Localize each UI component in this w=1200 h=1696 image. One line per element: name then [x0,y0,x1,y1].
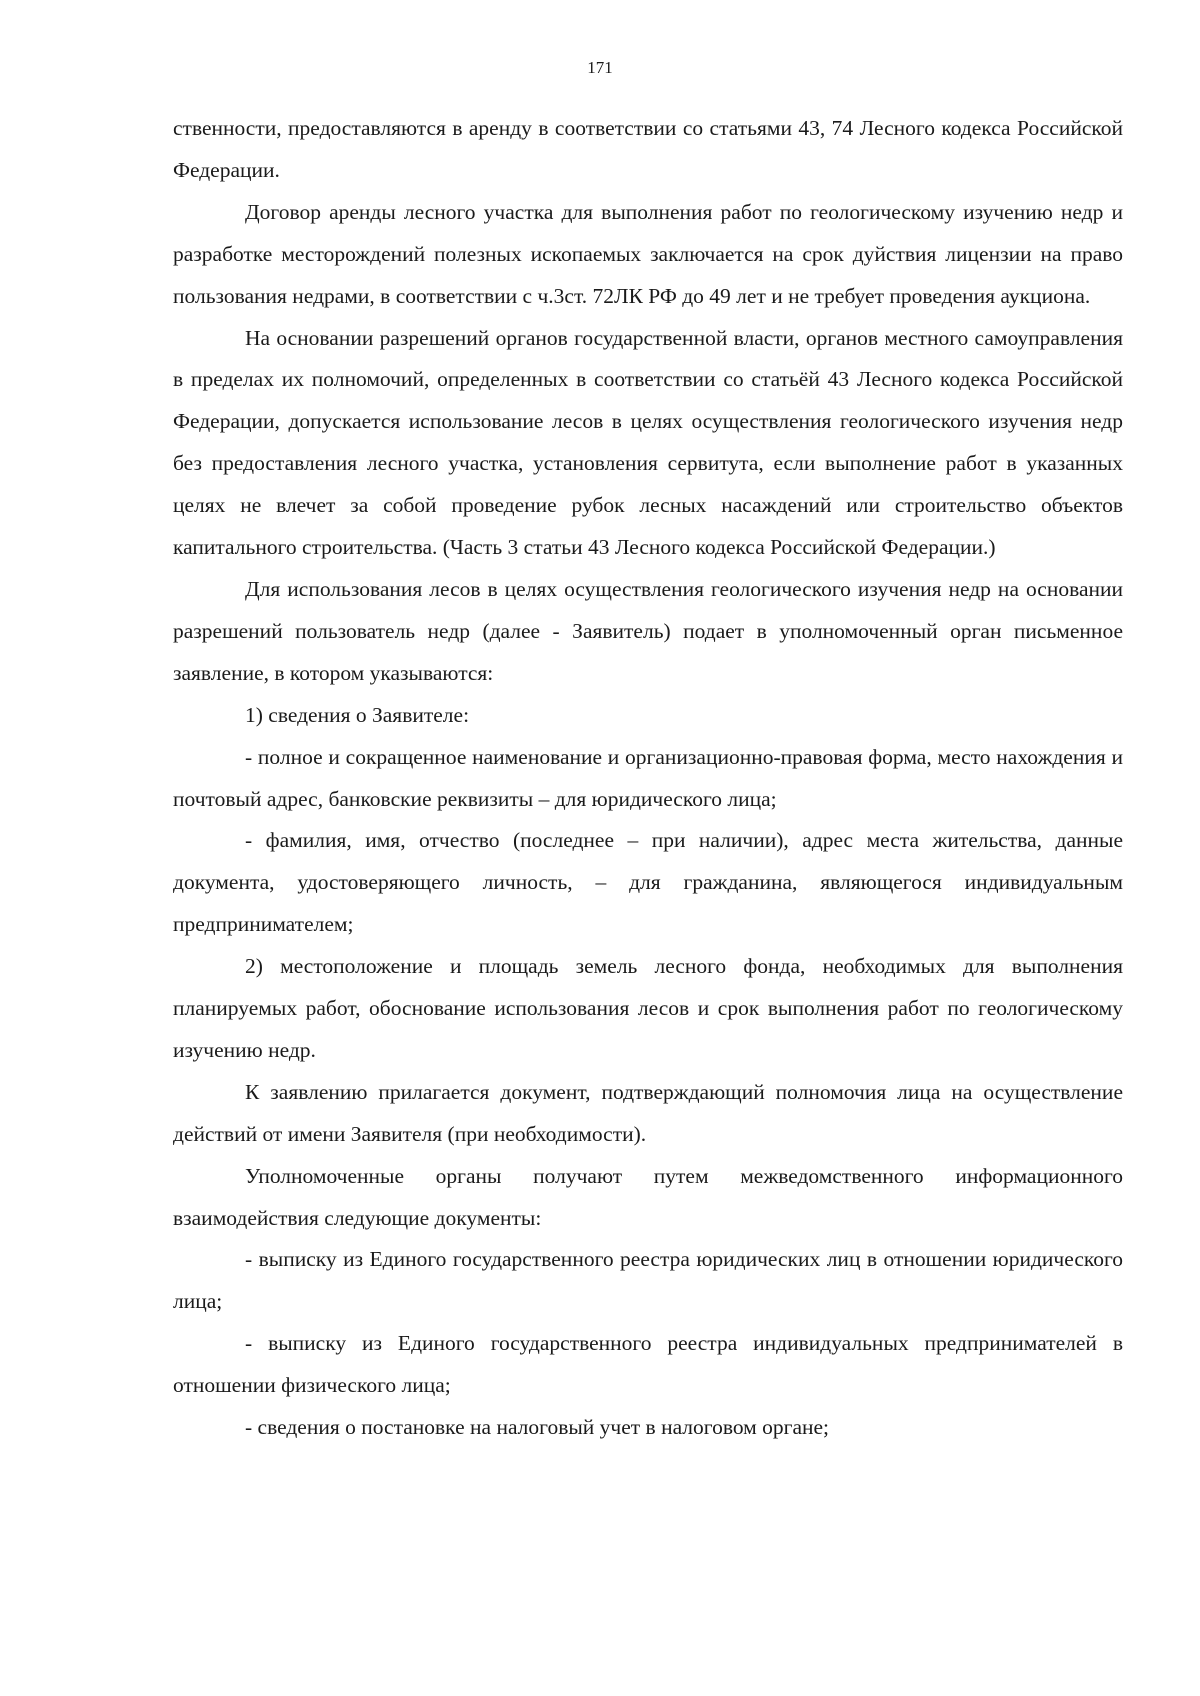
paragraph-2: Договор аренды лесного участка для выполнения работ по геологическому изучению недр и разработке месторождений полезных ископаемых заключается на срок дуйствия лицензии на право пользования недрами, в соответствии с ч.3ст. 72ЛК РФ до 49 лет и не требует проведения аукциона. [173,199,1123,308]
list-item-tax: - сведения о постановке на налоговый учет в налоговом органе; [245,1415,830,1440]
paragraph-3: На основании разрешений органов государственной власти, органов местного самоуправления в пределах их полномочий, определенных в соответствии со статьёй 43 Лесного кодекса Российской Федерации, допускается использование лесов в целях осуществления геологического изучения недр без предоставления лесного участка, установления сервитута, если выполнение работ в указанных целях не влечет за собой проведение рубок лесных насаждений или строительство объектов капитального строительства. (Часть 3 статьи 43 Лесного кодекса Российской Федерации.) [173,325,1123,560]
document-body [173,108,1123,1449]
paragraph-1: ственности, предоставляются в аренду в соответствии со статьями 43, 74 Лесного кодекса Российской Федерации. [173,116,1123,182]
list-item-egrip: - выписку из Единого государственного реестра индивидуальных предпринимателей в отношении физического лица; [173,1331,1123,1398]
list-item-individual: - фамилия, имя, отчество (последнее – при наличии), адрес места жительства, данные документа, удостоверяющего личность, – для гражданина, являющегося индивидуальным предпринимателем; [173,828,1123,937]
list-item-egrul: - выписку из Единого государственного реестра юридических лиц в отношении юридического лица; [173,1247,1123,1314]
paragraph-4: Для использования лесов в целях осуществления геологического изучения недр на основании разрешений пользователь недр (далее - Заявитель) подает в уполномоченный орган письменное заявление, в котором указываются: [173,576,1123,685]
page-number: 171 [587,58,613,77]
paragraph-attachment: К заявлению прилагается документ, подтверждающий полномочия лица на осуществление действий от имени Заявителя (при необходимости). [173,1079,1123,1146]
list-item-2: 2) местоположение и площадь земель лесного фонда, необходимых для выполнения планируемых работ, обоснование использования лесов и срок выполнения работ по геологическому изучению недр. [173,954,1123,1062]
list-item-legal-entity: - полное и сокращенное наименование и организационно-правовая форма, место нахождения и почтовый адрес, банковские реквизиты – для юридического лица; [173,744,1123,811]
list-item-1: 1) сведения о Заявителе: [245,702,470,727]
paragraph-authorities: Уполномоченные органы получают путем межведомственного информационного взаимодействия следующие документы: [173,1163,1123,1230]
